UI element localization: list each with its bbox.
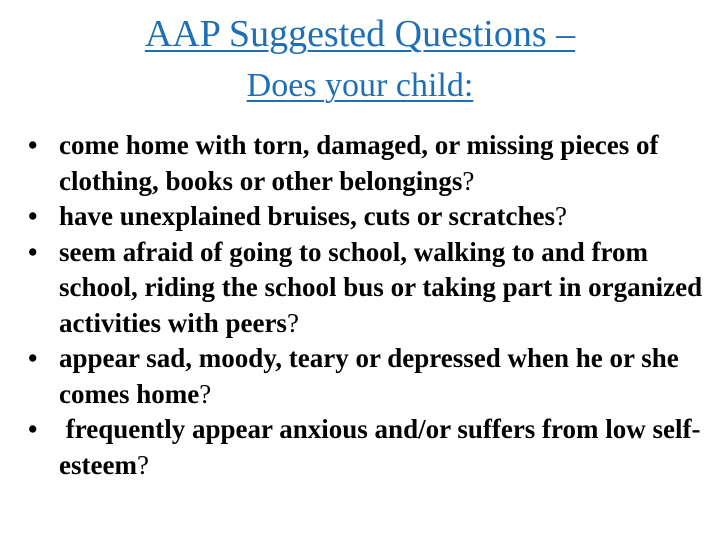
question-mark: ? — [286, 307, 299, 338]
bullet-item-afraid-school — [28, 235, 708, 342]
bullet-icon: • — [28, 343, 38, 373]
slide-title: AAP Suggested Questions – — [144, 13, 576, 55]
slide-subtitle: Does your child: — [246, 67, 474, 104]
bullet-icon: • — [28, 236, 38, 267]
bullet-item-anxious — [28, 412, 708, 483]
question-mark: ? — [199, 378, 212, 409]
bullet-text: appear sad, moody, teary or depressed when he or she comes home — [59, 343, 679, 409]
bullet-icon: • — [28, 130, 38, 160]
bullet-icon: • — [28, 201, 38, 231]
bullet-list — [28, 128, 708, 483]
bullet-icon: • — [28, 414, 38, 444]
bullet-text: have unexplained bruises, cuts or scratches — [59, 201, 556, 231]
bullet-text: frequently appear anxious and/or suffers from low self-esteem — [59, 414, 701, 480]
question-mark: ? — [462, 165, 475, 196]
bullet-item-bruises — [28, 199, 708, 235]
bullet-text: come home with torn, damaged, or missing pieces of clothing, books or other belongings — [59, 130, 659, 196]
bullet-item-sad-moody — [28, 341, 708, 412]
bullet-text: seem afraid of going to school, walking to and from school, riding the school bus or taking part in organized activities with peers — [59, 236, 703, 338]
question-mark: ? — [136, 449, 149, 480]
bullet-item-torn-belongings — [28, 128, 708, 199]
question-mark: ? — [555, 201, 568, 231]
